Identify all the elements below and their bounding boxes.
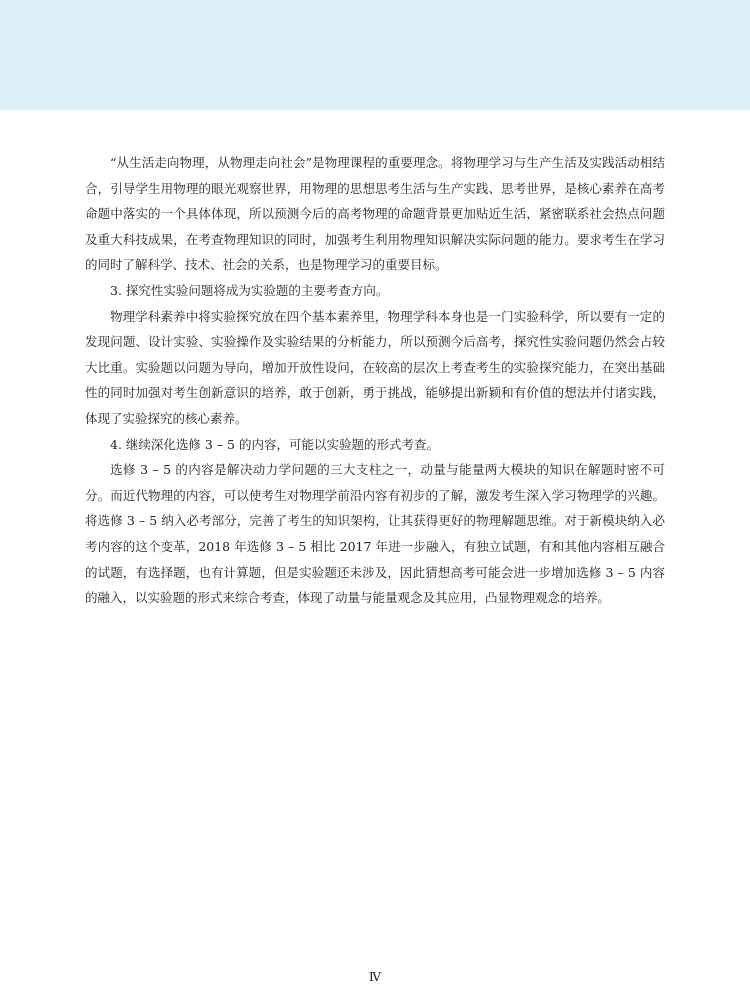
section-heading-4: 4. 继续深化选修 3 – 5 的内容，可能以实验题的形式考查。 — [110, 436, 439, 452]
header-band — [0, 0, 750, 110]
paragraph-elective: 选修 3 – 5 的内容是解决动力学问题的三大支柱之一，动量与能量两大模块的知识在解题时密不可分。而近代物理的内容，可以使考生对物理学前沿内容有初步的了解，激发考生深入学习物理学的兴趣。将选修 3 – 5 纳入必考部分，完善了考生的知识架构，让其获得更好的物理解题思维。对于新模块纳入必考内容的这个变革，2018 年选修 3 – 5 相比 2017 年进一步融入，有独立试题，有和其他内容相互融合的试题，有选择题，也有计算题，但是实验题还未涉及，因此猜想高考可能会进一步增加选修 3 – 5 内容的融入，以实验题的形式来综合考查，体现了动量与能量观念及其应用，凸显物理观念的培养。 — [85, 462, 665, 606]
section-heading-3: 3. 探究性实验问题将成为实验题的主要考查方向。 — [110, 282, 389, 298]
paragraph-experiment: 物理学科素养中将实验探究放在四个基本素养里，物理学科本身也是一门实验科学，所以要有一定的发现问题、设计实验、实验操作及实验结果的分析能力，所以预测今后高考，探究性实验问题仍然会占较大比重。实验题以问题为导向，增加开放性设问，在较高的层次上考查考生的实验探究能力，在突出基础性的同时加强对考生创新意识的培养，敢于创新，勇于挑战，能够提出新颖和有价值的想法并付诸实践，体现了实验探究的核心素养。 — [85, 308, 665, 426]
document-body — [85, 150, 665, 611]
page-number: Ⅳ — [369, 970, 381, 984]
paragraph-intro: “从生活走向物理，从物理走向社会”是物理课程的重要理念。将物理学习与生产生活及实践活动相结合，引导学生用物理的眼光观察世界，用物理的思想思考生活与生产实践、思考世界，是核心素养在高考命题中落实的一个具体体现，所以预测今后的高考物理的命题背景更加贴近生活，紧密联系社会热点问题及重大科技成果，在考查物理知识的同时，加强考生利用物理知识解决实际问题的能力。要求考生在学习的同时了解科学、技术、社会的关系，也是物理学习的重要目标。 — [85, 155, 665, 273]
